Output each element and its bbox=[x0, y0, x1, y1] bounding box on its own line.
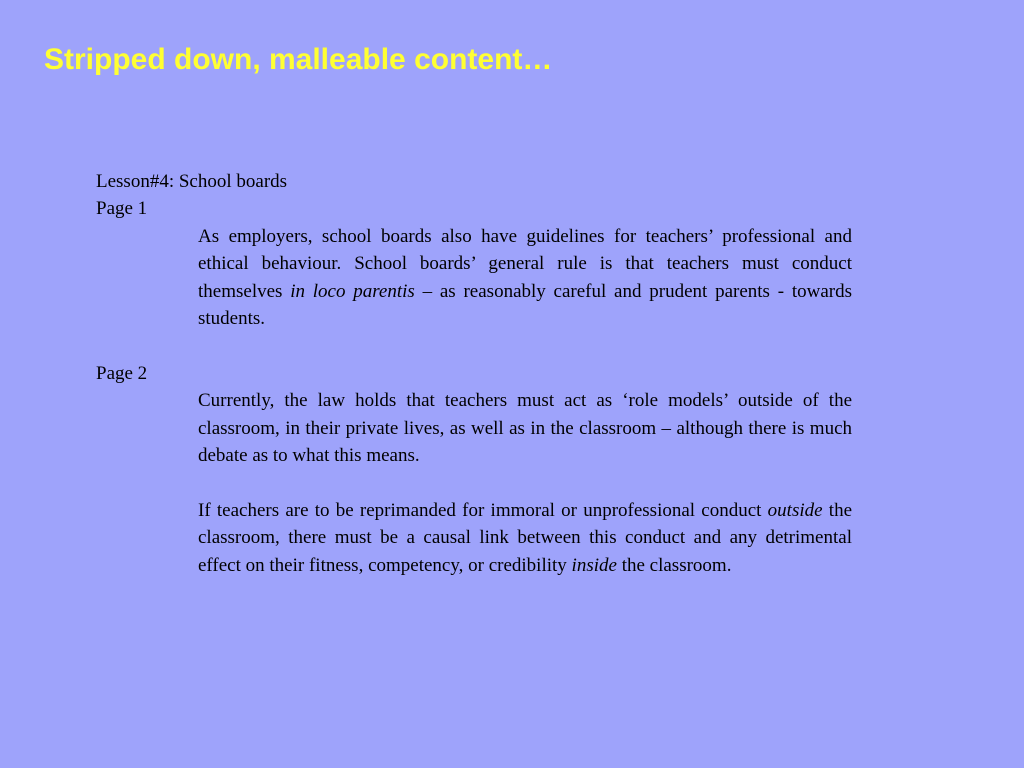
lesson-heading: Lesson#4: School boards bbox=[96, 171, 288, 192]
page-2-para-text-2: the classroom, there must be a causal link between this conduct and any detrimental effect on their fitness, competency, or credibility bbox=[198, 499, 853, 576]
page-1-para-text-2: – as reasonably careful and prudent parents - towards students. bbox=[198, 280, 852, 330]
spacer bbox=[96, 332, 852, 359]
page-1-label: Page 1 bbox=[96, 198, 148, 220]
page-2-paragraph-2 bbox=[198, 497, 852, 579]
spacer bbox=[96, 469, 852, 496]
page-1-paragraph bbox=[198, 223, 852, 333]
lesson-content bbox=[96, 168, 852, 579]
page-2-paragraph-1: Currently, the law holds that teachers must act as ‘role models’ outside of the classroom, in their private lives, as well as in the classroom – although there is much debate as to what this means. bbox=[198, 390, 852, 467]
page-2-para-text-3: the classroom. bbox=[616, 554, 732, 576]
page-1-para-italic: in loco parentis bbox=[290, 280, 415, 302]
page-2-label: Page 2 bbox=[96, 362, 148, 384]
page-2-para-italic-1: outside bbox=[767, 499, 823, 521]
page-1-para-text-1: As employers, school boards also have guidelines for teachers’ professional and ethical behaviour. School boards’ general rule is that teachers must conduct themselves bbox=[198, 225, 852, 302]
page-2-para-text-1: If teachers are to be reprimanded for immoral or unprofessional conduct bbox=[198, 499, 768, 521]
slide-title: Stripped down, malleable content… bbox=[44, 43, 553, 76]
page-2-para-italic-2: inside bbox=[571, 554, 617, 576]
